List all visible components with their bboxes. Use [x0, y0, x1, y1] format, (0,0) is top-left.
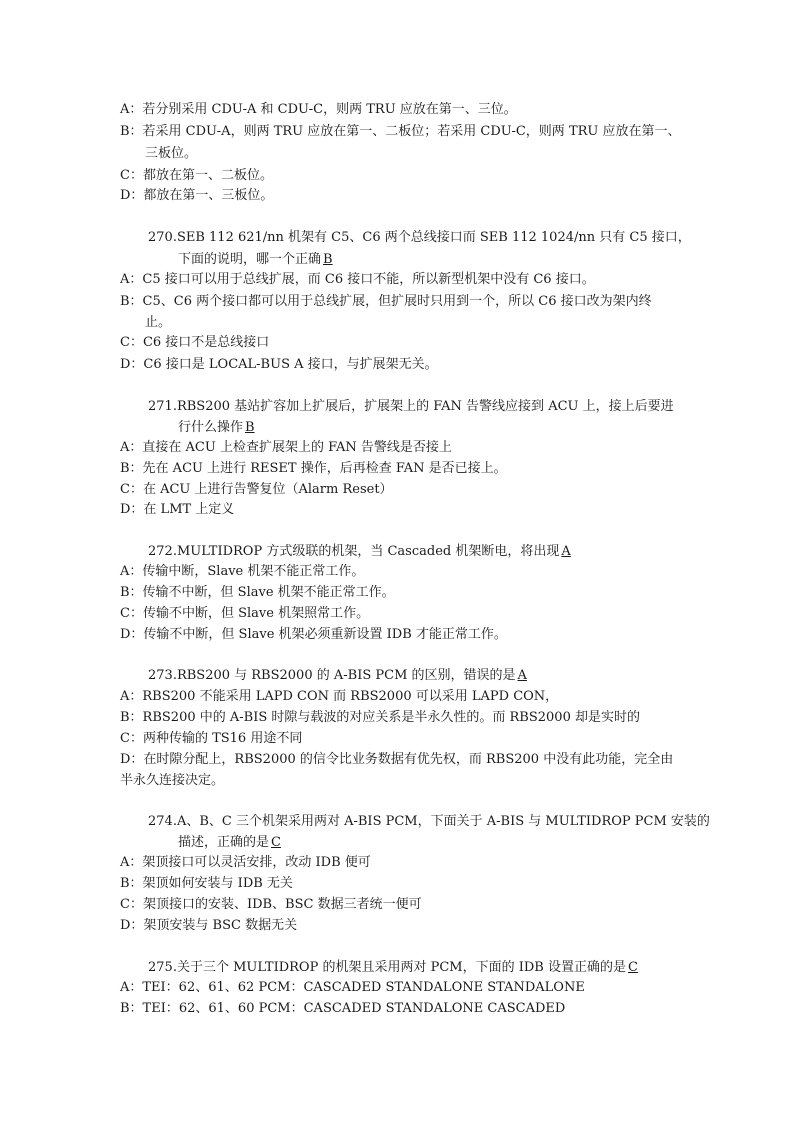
q270-question: 270.SEB 112 621/nn 机架有 C5、C6 两个总线接口而 SEB 112 1024/nn 只有 C5 接口，	[148, 230, 691, 245]
q273-option-d-continued: 半永久连接决定。	[120, 773, 225, 788]
q273-question	[148, 666, 536, 686]
q275-answer: C	[628, 960, 638, 975]
q272-question	[148, 542, 579, 562]
q270-option-d: D：C6 接口是 LOCAL-BUS A 接口，与扩展架无关。	[120, 357, 438, 372]
q275-question	[148, 958, 646, 978]
q271-option-b: B：先在 ACU 上进行 RESET 操作，后再检查 FAN 是否已接上。	[120, 461, 507, 476]
q275-question-text: 275.关于三个 MULTIDROP 的机架且采用两对 PCM，下面的 IDB 设置正确的是	[148, 960, 626, 975]
q272-option-b: B：传输不中断，但 Slave 机架不能正常工作。	[120, 585, 395, 600]
q269-option-b: B：若采用 CDU-A，则两 TRU 应放在第一、二板位；若采用 CDU-C，则两 TRU 应放在第一、	[120, 124, 681, 139]
q274-question: 274.A、B、C 三个机架采用两对 A-BIS PCM，下面关于 A-BIS 与 MULTIDROP PCM 安装的	[148, 814, 710, 829]
q272-question-text: 272.MULTIDROP 方式级联的机架，当 Cascaded 机架断电，将出现	[148, 544, 560, 559]
q275-option-b: B：TEI：62、61、60 PCM：CASCADED STANDALONE CASCADED	[120, 1001, 566, 1016]
q271-question: 271.RBS200 基站扩容加上扩展后，扩展架上的 FAN 告警线应接到 ACU 上，接上后要进	[148, 399, 674, 414]
q270-question-continued	[178, 250, 341, 270]
q274-question-text: 描述，正确的是	[178, 835, 270, 850]
q274-option-c: C：架顶接口的安装、IDB、BSC 数据三者统一便可	[120, 897, 422, 912]
q271-option-a: A：直接在 ACU 上检查扩展架上的 FAN 告警线是否接上	[120, 440, 452, 455]
q272-answer: A	[561, 544, 571, 559]
q271-question-text: 行什么操作	[178, 420, 244, 435]
q272-option-c: C：传输不中断，但 Slave 机架照常工作。	[120, 606, 370, 621]
q270-option-b-continued: 止。	[145, 315, 172, 330]
q269-option-c: C：都放在第一、二板位。	[120, 168, 273, 183]
q274-option-d: D：架顶安装与 BSC 数据无关	[120, 918, 298, 933]
q270-option-a: A：C5 接口可以用于总线扩展，而 C6 接口不能，所以新型机架中没有 C6 接口。	[120, 272, 595, 287]
q271-option-c: C：在 ACU 上进行告警复位（Alarm Reset）	[120, 482, 393, 497]
q273-option-a: A：RBS200 不能采用 LAPD CON 而 RBS2000 可以采用 LAPD CON，	[120, 689, 559, 704]
q274-option-b: B：架顶如何安装与 IDB 无关	[120, 876, 293, 891]
q270-answer: B	[323, 252, 333, 267]
q273-answer: A	[517, 668, 527, 683]
q269-option-a: A：若分别采用 CDU-A 和 CDU-C，则两 TRU 应放在第一、三位。	[120, 102, 517, 117]
q271-option-d: D：在 LMT 上定义	[120, 502, 235, 517]
q271-answer: B	[245, 420, 255, 435]
q270-question-text: 下面的说明，哪一个正确	[178, 252, 322, 267]
q270-option-b: B：C5、C6 两个接口都可以用于总线扩展，但扩展时只用到一个，所以 C6 接口改为架内终	[120, 294, 652, 309]
q274-answer: C	[271, 835, 281, 850]
q274-option-a: A：架顶接口可以灵活安排，改动 IDB 便可	[120, 855, 371, 870]
q273-question-text: 273.RBS200 与 RBS2000 的 A-BIS PCM 的区别，错误的是	[148, 668, 516, 683]
q271-question-continued	[178, 418, 263, 438]
q274-question-continued	[178, 833, 289, 853]
q269-option-d: D：都放在第一、三板位。	[120, 188, 274, 203]
q270-option-c: C：C6 接口不是总线接口	[120, 335, 270, 350]
q275-option-a: A：TEI：62、61、62 PCM：CASCADED STANDALONE STANDALONE	[120, 980, 585, 995]
q269-option-b-continued: 三板位。	[145, 146, 198, 161]
q273-option-c: C：两种传输的 TS16 用途不同	[120, 731, 303, 746]
q272-option-d: D：传输不中断，但 Slave 机架必须重新设置 IDB 才能正常工作。	[120, 627, 507, 642]
q273-option-d: D：在时隙分配上，RBS2000 的信令比业务数据有优先权，而 RBS200 中没有此功能，完全由	[120, 752, 674, 767]
q272-option-a: A：传输中断，Slave 机架不能正常工作。	[120, 564, 365, 579]
q273-option-b: B：RBS200 中的 A-BIS 时隙与载波的对应关系是半永久性的。而 RBS2000 却是实时的	[120, 710, 640, 725]
